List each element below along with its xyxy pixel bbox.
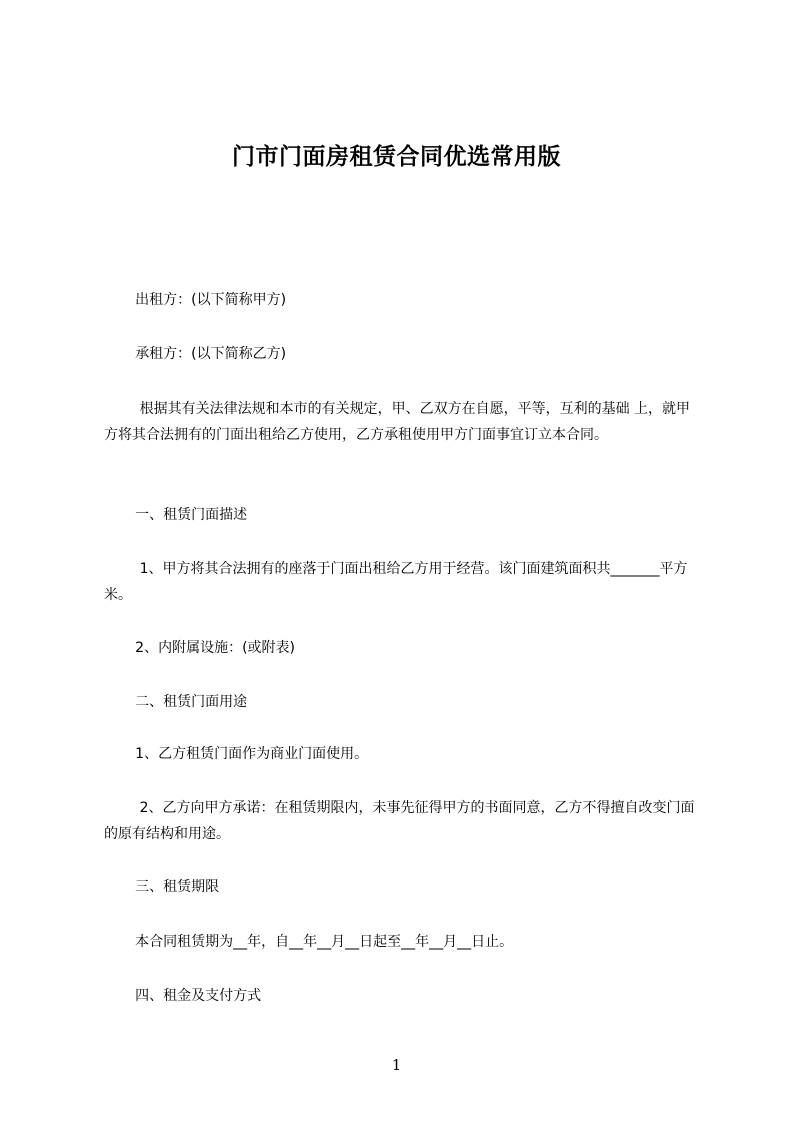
section-heading-4: 四、租金及支付方式	[104, 988, 262, 1004]
paragraph-clause-3-1: 本合同租赁期为__年，自__年__月__日起至__年__月__日止。	[104, 934, 514, 950]
paragraph-clause-1-2: 2、内附属设施：(或附表)	[104, 640, 295, 656]
paragraph-clause-2-2: 2、乙方向甲方承诺：在租赁期限内，未事先征得甲方的书面同意，乙方不得擅自改变门面的原有结构和用途。	[104, 800, 695, 842]
section-heading-3: 三、租赁期限	[104, 879, 220, 895]
paragraph-clause-1-1: 1、甲方将其合法拥有的座落于门面出租给乙方用于经营。该门面建筑面积共_______平方米。	[104, 561, 688, 603]
paragraph-lessor: 出租方：(以下简称甲方)	[104, 292, 287, 308]
paragraph-lessee: 承租方：(以下简称乙方)	[104, 346, 287, 362]
section-heading-1: 一、租赁门面描述	[104, 507, 248, 523]
paragraph-preamble: 根据其有关法律法规和本市的有关规定，甲、乙双方在自愿，平等，互利的基础 上，就甲方将其合法拥有的门面出租给乙方使用，乙方承租使用甲方门面事宜订立本合同。	[104, 401, 691, 443]
section-heading-2: 二、租赁门面用途	[104, 694, 248, 710]
page-number: 1	[391, 1056, 402, 1074]
document-title: 门市门面房租赁合同优选常用版	[232, 144, 561, 170]
paragraph-clause-2-1: 1、乙方租赁门面作为商业门面使用。	[104, 746, 369, 762]
